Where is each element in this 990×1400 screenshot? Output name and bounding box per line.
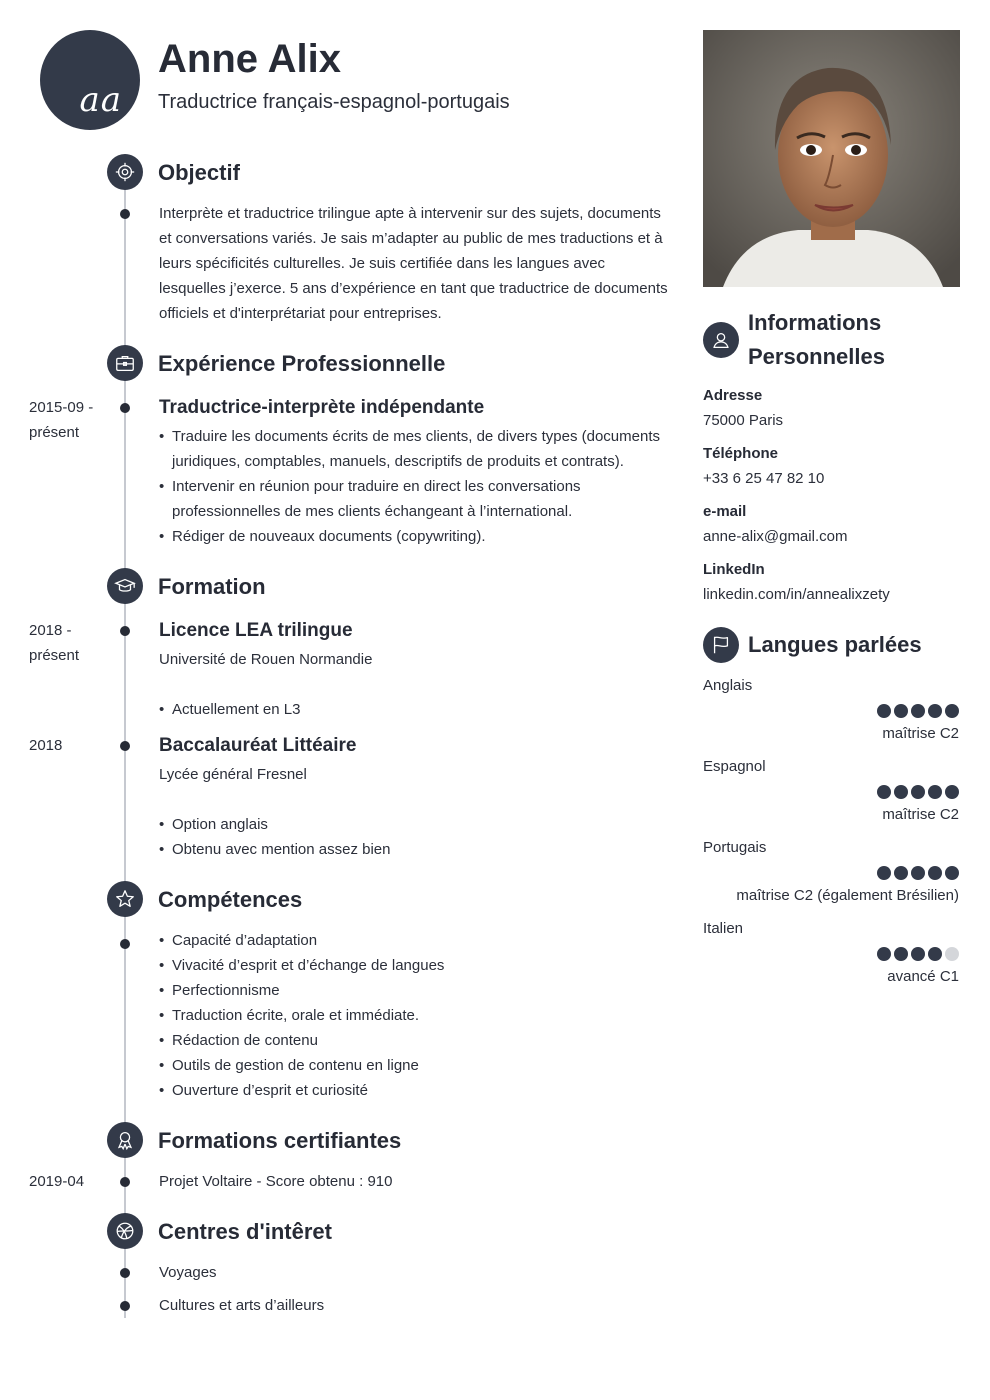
rating-dot-filled <box>945 866 959 880</box>
info-label-linkedin: LinkedIn <box>703 561 765 578</box>
education-date: 2018 - présent <box>29 622 80 664</box>
timeline-dot <box>120 1301 130 1311</box>
rating-dot-filled <box>877 704 891 718</box>
list-item: • Intervenir en réunion pour traduire en direct les conversations professionnelles de mes clients échangeant à l’international. <box>159 474 669 524</box>
education-institution: Université de Rouen Normandie <box>159 651 373 668</box>
education-institution: Lycée général Fresnel <box>159 766 307 783</box>
rating-dot-filled <box>911 704 925 718</box>
section-title-education: Formation <box>158 574 266 599</box>
rating-dot-empty <box>945 947 959 961</box>
rating-dot-filled <box>928 785 942 799</box>
language-rating <box>877 704 959 718</box>
timeline-dot <box>120 1177 130 1187</box>
info-label-email: e-mail <box>703 503 747 520</box>
list-item: • Capacité d’adaptation <box>159 928 669 953</box>
rating-dot-filled <box>877 785 891 799</box>
list-item: • Rédiger de nouveaux documents (copywriting). <box>159 524 669 549</box>
education-title: Baccalauréat Littéaire <box>159 735 357 756</box>
education-bullets <box>159 697 669 722</box>
objective-text: Interprète et traductrice trilingue apte à intervenir sur des sujets, documents et conversations variés. Je sais m’adapter au public de mes traductions et à leurs spécificités culturelles. Je suis certifiée dans les langues avec lesquelles j’exerce. 5 ans d’expérience en tant que traductrice de documents officiels et d'interprétariat pour entreprises. <box>159 205 668 322</box>
award-ribbon-icon <box>107 1122 143 1158</box>
section-title-skills: Compétences <box>158 887 303 912</box>
list-item: • Outils de gestion de contenu en ligne <box>159 1053 669 1078</box>
target-icon <box>107 154 143 190</box>
language-rating <box>877 785 959 799</box>
education-title: Licence LEA trilingue <box>159 620 353 641</box>
info-label-phone: Téléphone <box>703 445 779 462</box>
briefcase-icon <box>107 345 143 381</box>
rating-dot-filled <box>911 947 925 961</box>
list-item: • Ouverture d’esprit et curiosité <box>159 1078 669 1103</box>
timeline-dot <box>120 741 130 751</box>
rating-dot-filled <box>894 947 908 961</box>
section-title-interests: Centres d'intêret <box>158 1219 332 1244</box>
candidate-job-title: Traductrice français-espagnol-portugais <box>158 91 510 113</box>
rating-dot-filled <box>877 947 891 961</box>
graduation-cap-icon <box>107 568 143 604</box>
language-name: Portugais <box>703 839 767 856</box>
section-title-languages: Langues parlées <box>748 632 922 657</box>
experience-bullets <box>159 424 669 549</box>
language-level: maîtrise C2 <box>882 806 959 823</box>
info-value-email[interactable]: anne-alix@gmail.com <box>703 528 848 545</box>
rating-dot-filled <box>894 866 908 880</box>
info-label-address: Adresse <box>703 387 763 404</box>
rating-dot-filled <box>928 947 942 961</box>
language-name: Espagnol <box>703 758 766 775</box>
list-item: • Perfectionnisme <box>159 978 669 1003</box>
rating-dot-filled <box>945 704 959 718</box>
info-value-phone[interactable]: +33 6 25 47 82 10 <box>703 470 825 487</box>
basketball-icon <box>107 1213 143 1249</box>
monogram-badge <box>40 30 140 130</box>
rating-dot-filled <box>877 866 891 880</box>
language-rating <box>877 866 959 880</box>
language-rating <box>877 947 959 961</box>
language-name: Anglais <box>703 677 753 694</box>
list-item: • Traduction écrite, orale et immédiate. <box>159 1003 669 1028</box>
info-value-address: 75000 Paris <box>703 412 784 429</box>
rating-dot-filled <box>928 704 942 718</box>
certification-date: 2019-04 <box>29 1173 85 1190</box>
list-item: • Traduire les documents écrits de mes clients, de divers types (documents juridiques, comptables, manuels, descriptifs de produits et contrats). <box>159 424 669 474</box>
list-item: • Vivacité d’esprit et d’échange de langues <box>159 953 669 978</box>
experience-title: Traductrice-interprète indépendante <box>159 397 485 418</box>
section-title-certifications: Formations certifiantes <box>158 1128 402 1153</box>
section-title-experience: Expérience Professionnelle <box>158 351 446 376</box>
language-level: maîtrise C2 <box>882 725 959 742</box>
section-title-objective: Objectif <box>158 160 240 185</box>
monogram-text: aa <box>79 80 122 120</box>
rating-dot-filled <box>894 785 908 799</box>
list-item: • Obtenu avec mention assez bien <box>159 837 669 862</box>
timeline-dot <box>120 403 130 413</box>
flag-icon <box>703 627 739 663</box>
profile-photo <box>703 30 960 287</box>
language-level: maîtrise C2 (également Brésilien) <box>736 887 959 904</box>
timeline-dot <box>120 209 130 219</box>
section-title-personal-info <box>748 306 885 374</box>
list-item: • Option anglais <box>159 812 669 837</box>
experience-date: 2015-09 - présent <box>29 399 94 441</box>
rating-dot-filled <box>911 866 925 880</box>
language-level: avancé C1 <box>887 968 959 985</box>
certification-text: Projet Voltaire - Score obtenu : 910 <box>159 1173 393 1190</box>
star-icon <box>107 881 143 917</box>
title-line: Personnelles <box>748 344 885 369</box>
user-icon <box>703 322 739 358</box>
language-name: Italien <box>703 920 744 937</box>
interest-item: Cultures et arts d’ailleurs <box>159 1297 325 1314</box>
education-bullets <box>159 812 669 862</box>
timeline-dot <box>120 1268 130 1278</box>
rating-dot-filled <box>928 866 942 880</box>
list-item: • Rédaction de contenu <box>159 1028 669 1053</box>
candidate-name: Anne Alix <box>158 37 341 81</box>
timeline-dot <box>120 626 130 636</box>
skills-list <box>159 928 669 1103</box>
education-date: 2018 <box>29 737 63 754</box>
title-line: Informations <box>748 310 882 335</box>
list-item: • Actuellement en L3 <box>159 697 669 722</box>
rating-dot-filled <box>894 704 908 718</box>
info-value-linkedin[interactable]: linkedin.com/in/annealixzety <box>703 586 890 603</box>
timeline-dot <box>120 939 130 949</box>
rating-dot-filled <box>945 785 959 799</box>
rating-dot-filled <box>911 785 925 799</box>
interest-item: Voyages <box>159 1264 217 1281</box>
